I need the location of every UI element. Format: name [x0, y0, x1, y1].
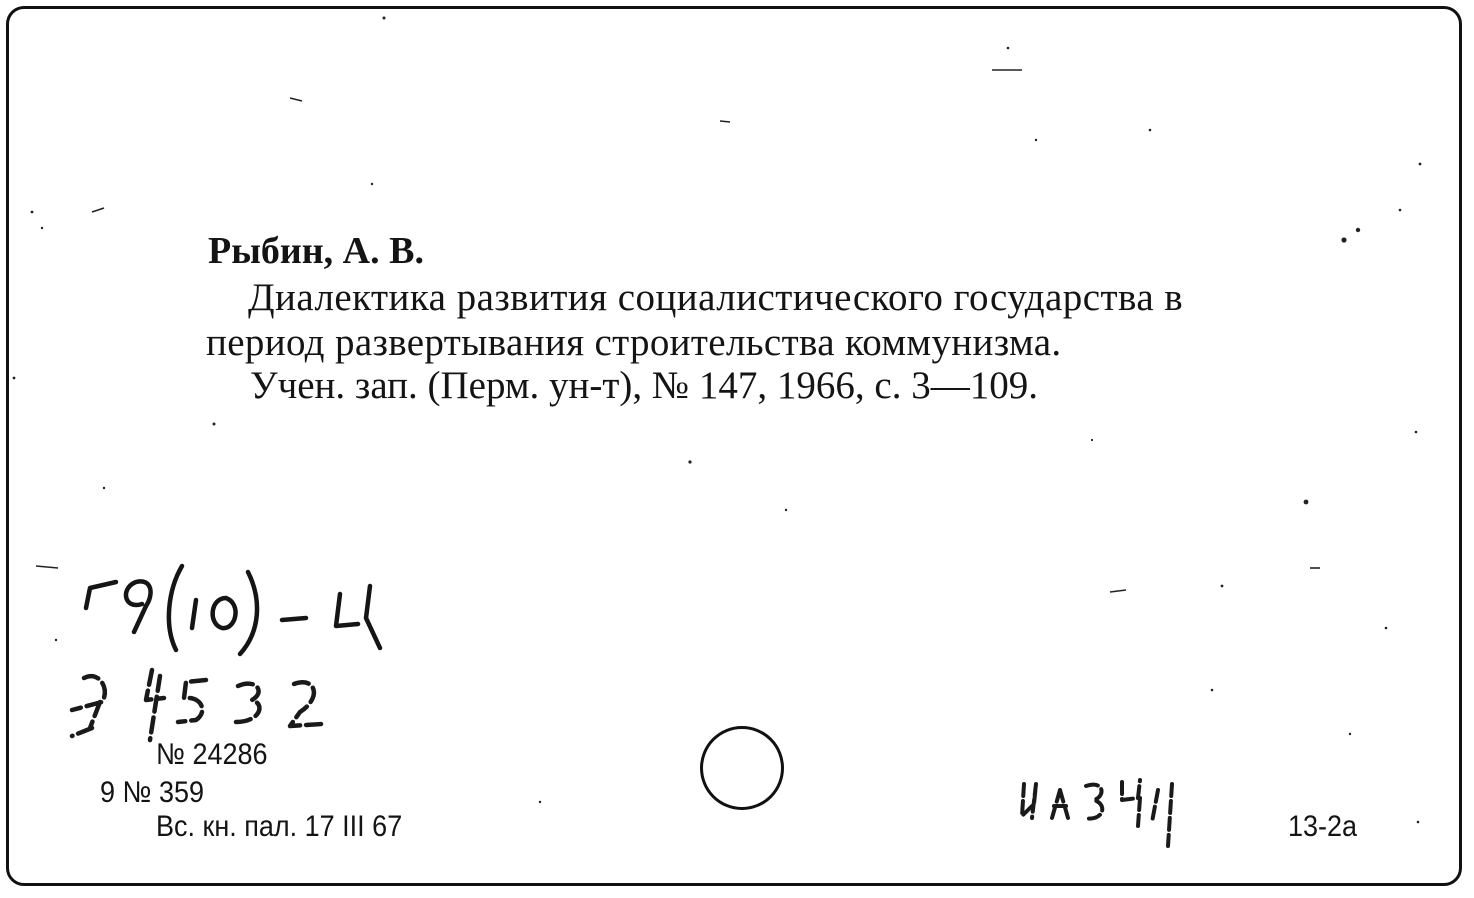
source-citation: Учен. зап. (Перм. ун-т), № 147, 1966, с. 3—109.	[250, 364, 1038, 407]
handwritten-shelf-note	[1022, 780, 1172, 846]
registry-number: 9 № 359	[100, 776, 205, 809]
book-chamber-stamp: Вс. кн. пал. 17 III 67	[156, 810, 403, 843]
handwritten-cutter-mark	[72, 670, 322, 740]
card-number: 13-2а	[1288, 810, 1358, 843]
title-line-2: период развертывания строительства коммунизма.	[206, 321, 1062, 364]
punch-hole	[700, 726, 784, 810]
handwritten-classification	[86, 566, 380, 654]
title-line-1: Диалектика развития социалистического государства в	[248, 276, 1184, 319]
author-name: Рыбин, А. В.	[208, 230, 424, 272]
accession-number: № 24286	[156, 738, 268, 771]
